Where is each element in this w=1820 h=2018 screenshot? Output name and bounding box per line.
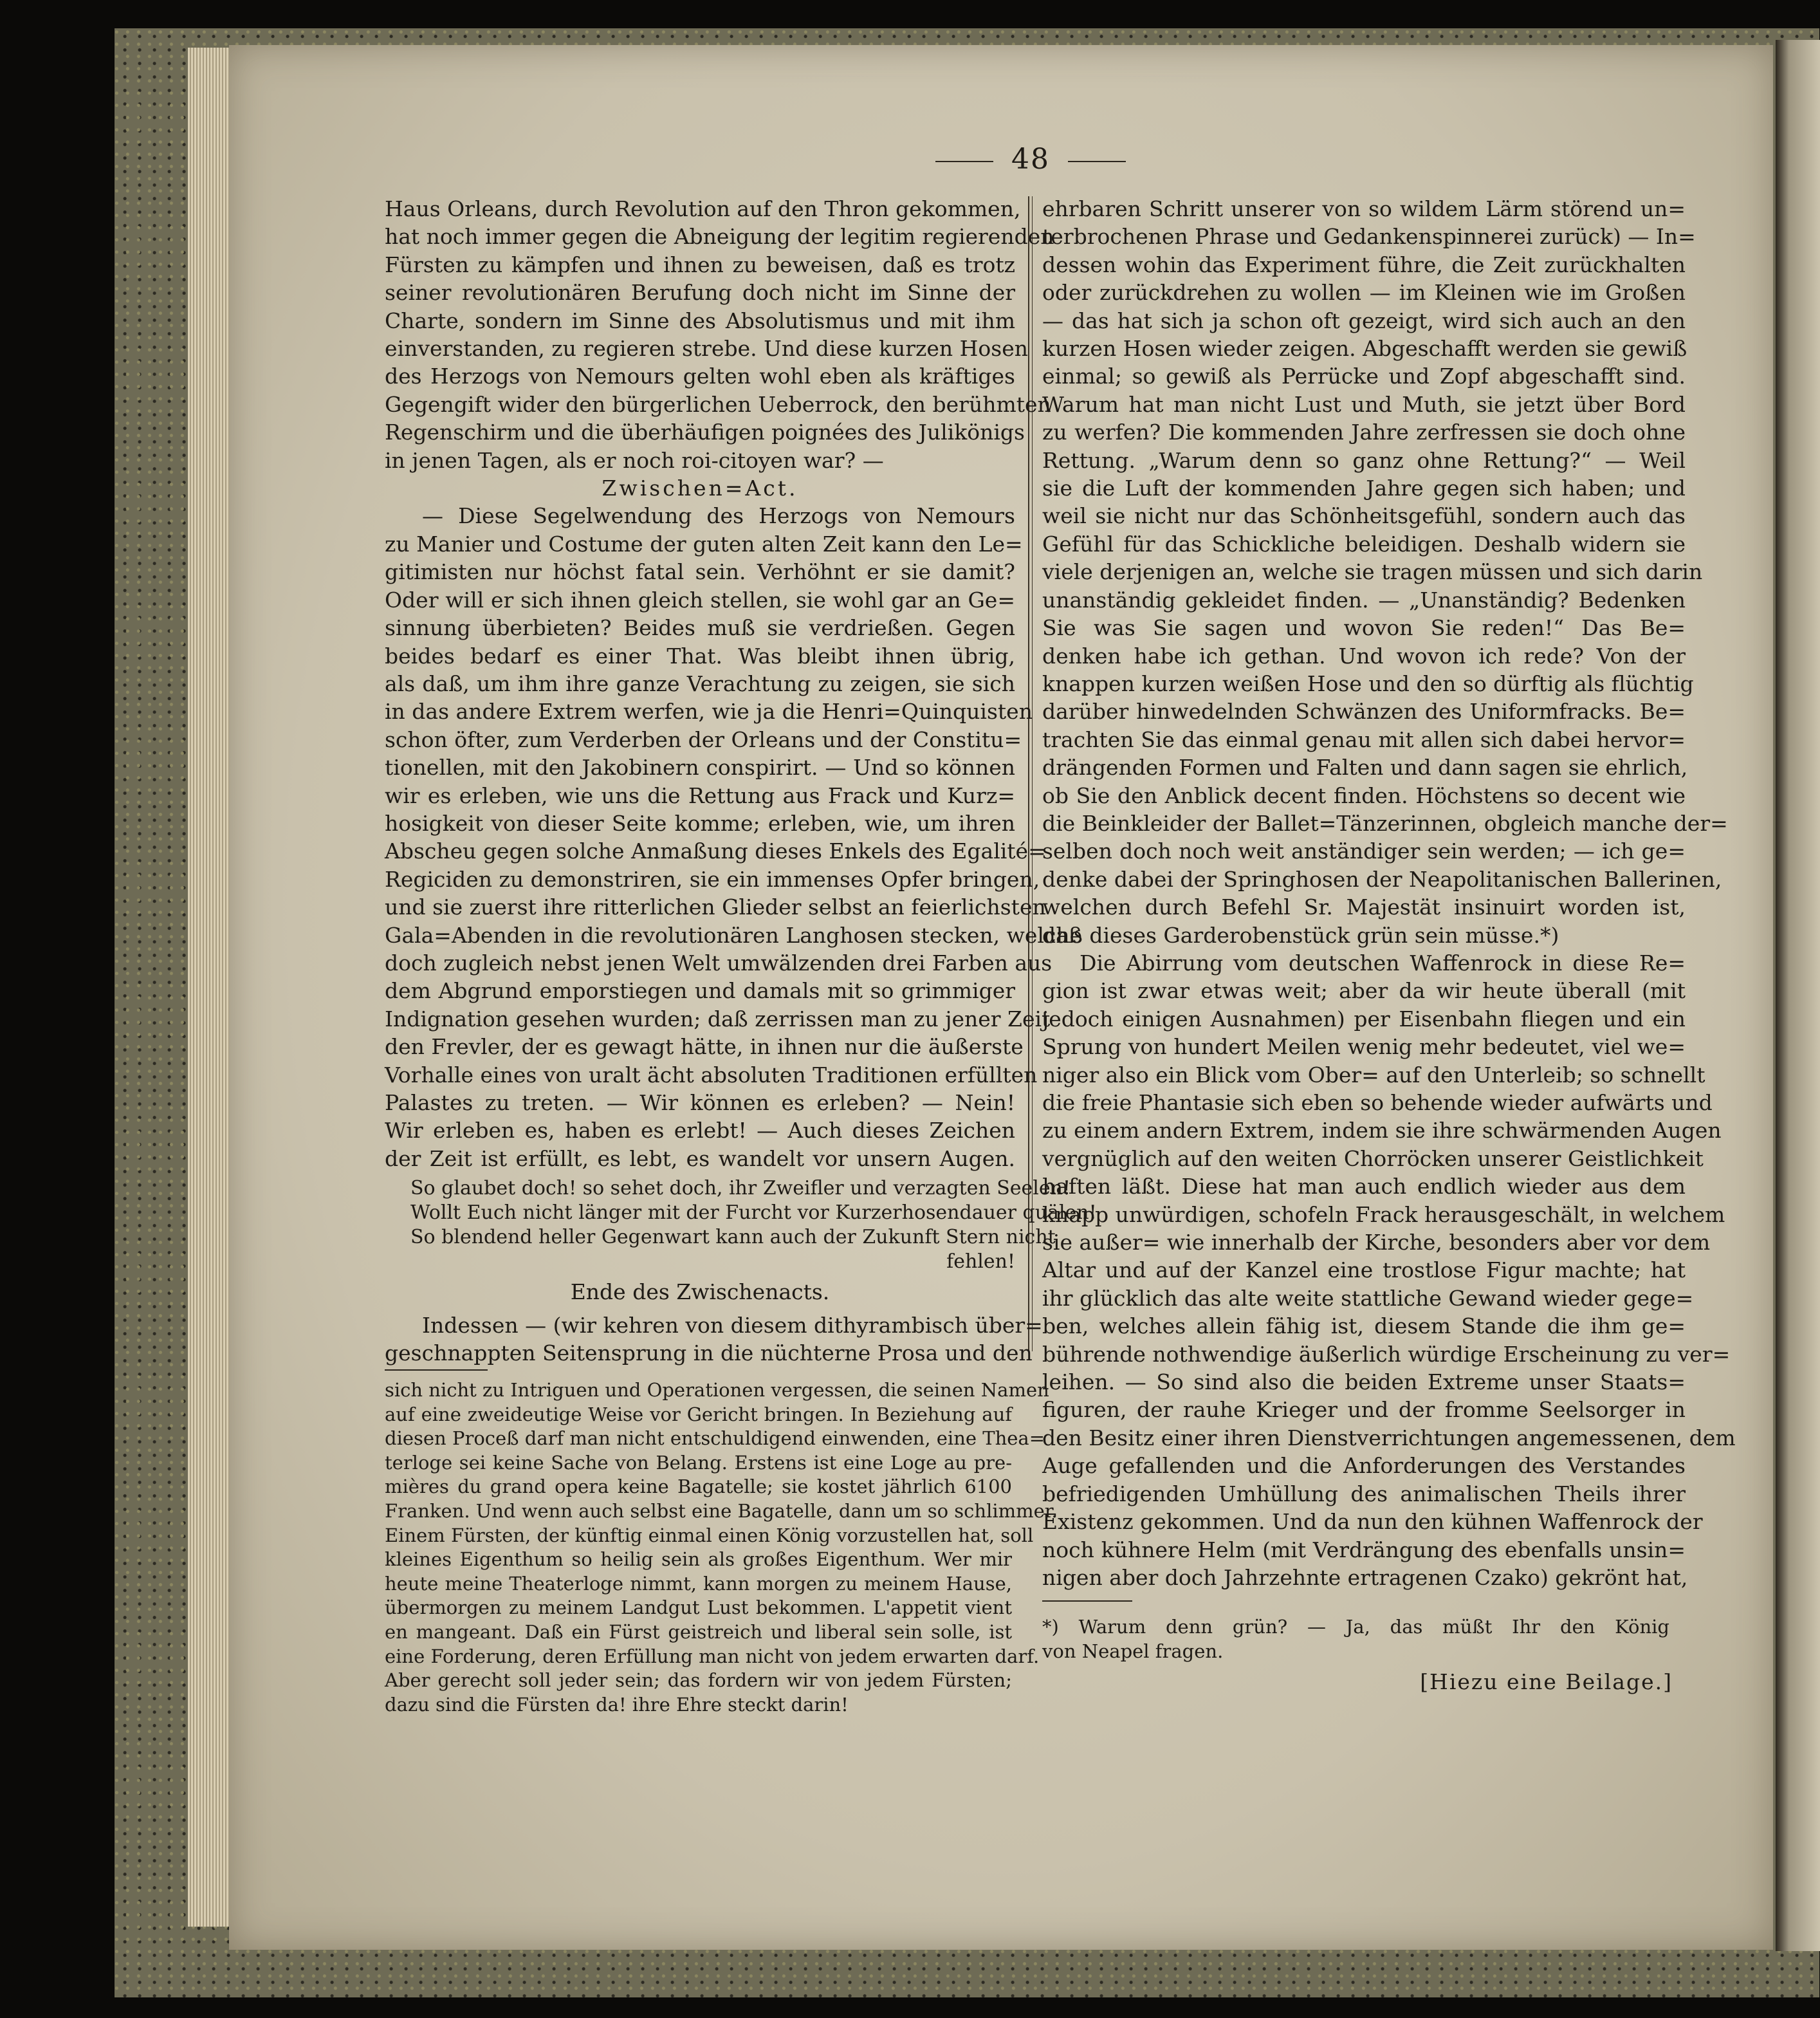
text-line: Auge gefallenden und die Anforderungen des Verstandes — [1042, 1453, 1686, 1479]
heading-zwischenact: Zwischen=Act. — [602, 476, 798, 501]
right-paragraph-1 — [1042, 195, 1728, 949]
text-line: Gala=Abenden in die revolutionären Langhosen stecken, welche — [385, 922, 1083, 948]
heading-ende-des-zwischenacts: Ende des Zwischenacts. — [570, 1279, 830, 1305]
text-line: unanständig gekleidet finden. — „Unanständig? Bedenken — [1042, 587, 1686, 613]
text-line: der Zeit ist erfüllt, es lebt, es wandelt vor unsern Augen. — [385, 1145, 1015, 1171]
text-line: Oder will er sich ihnen gleich stellen, sie wohl gar an Ge= — [385, 587, 1015, 613]
text-line: — das hat sich ja schon oft gezeigt, wird sich auch an den — [1042, 308, 1686, 333]
text-line: gion ist zwar etwas weit; aber da wir heute überall (mit — [1042, 978, 1686, 1004]
footnote-line: von Neapel fragen. — [1042, 1640, 1224, 1662]
text-line: knappen kurzen weißen Hose und den so dürftig als flüchtig — [1042, 671, 1694, 696]
text-line: knapp unwürdigen, schofeln Frack herausgeschält, in welchem — [1042, 1201, 1725, 1227]
text-line: viele derjenigen an, welche sie tragen müssen und sich darin — [1042, 559, 1703, 585]
text-line: Regenschirm und die überhäufigen poignées des Julikönigs — [385, 420, 1025, 445]
text-line: des Herzogs von Nemours gelten wohl eben als kräftiges — [385, 364, 1015, 389]
text-line: noch kühnere Helm (mit Verdrängung des ebenfalls unsin= — [1042, 1537, 1686, 1562]
text-line: die freie Phantasie sich eben so behende wieder aufwärts und — [1042, 1090, 1713, 1115]
text-line: bührende nothwendige äußerlich würdige Erscheinung zu ver= — [1042, 1341, 1731, 1367]
text-line: Abscheu gegen solche Anmaßung dieses Enkels des Egalité= — [385, 838, 1046, 864]
footnote-line: Franken. Und wenn auch selbst eine Bagatelle, dann um so schlimmer. — [385, 1499, 1058, 1522]
text-line: Gegengift wider den bürgerlichen Ueberrock, den berühmten — [385, 391, 1051, 417]
text-line: Charte, sondern im Sinne des Absolutismus und mit ihm — [385, 308, 1015, 333]
text-line: Warum hat man nicht Lust und Muth, sie jetzt über Bord — [1042, 391, 1686, 417]
text-line: Altar und auf der Kanzel eine trostlose Figur machte; hat — [1042, 1257, 1686, 1283]
footnote-rule-left — [385, 1369, 488, 1371]
text-line: Palastes zu treten. — Wir können es erleben? — Nein! — [385, 1090, 1015, 1115]
text-line: vergnüglich auf den weiten Chorröcken unserer Geistlichkeit — [1042, 1145, 1704, 1171]
poem-line: Wollt Euch nicht länger mit der Furcht vor Kurzerhosendauer quälen! — [410, 1201, 1097, 1225]
text-line: seiner revolutionären Berufung doch nicht im Sinne der — [385, 280, 1015, 306]
text-line: Regiciden zu demonstriren, sie ein immenses Opfer bringen, — [385, 866, 1040, 892]
text-line: ob Sie den Anblick decent finden. Höchstens so decent wie — [1042, 782, 1686, 808]
text-line: und sie zuerst ihre ritterlichen Glieder selbst an feierlichsten — [385, 894, 1046, 920]
left-paragraph-1 — [385, 195, 1054, 474]
text-line: den Besitz einer ihren Dienstverrichtungen angemessenen, dem — [1042, 1425, 1736, 1450]
footnote-line: en mangeant. Daß ein Fürst geistreich und liberal sein solle, ist — [385, 1620, 1012, 1643]
text-line: leihen. — So sind also die beiden Extreme unser Staats= — [1042, 1369, 1686, 1395]
text-line: in jenen Tagen, als er noch roi-citoyen war? — — [385, 447, 884, 473]
left-paragraph-2 — [385, 502, 1083, 1172]
footnote-line: eine Forderung, deren Erfüllung man nicht von jedem erwarten darf. — [385, 1645, 1040, 1667]
footnote-line: terloge sei keine Sache von Belang. Erstens ist eine Loge au pre- — [385, 1451, 1012, 1474]
text-line: als daß, um ihm ihre ganze Verachtung zu zeigen, sie sich — [385, 671, 1015, 696]
text-line: einmal; so gewiß als Perrücke und Zopf abgeschafft sind. — [1042, 364, 1686, 389]
text-line: welchen durch Befehl Sr. Majestät insinuirt worden ist, — [1042, 894, 1686, 920]
text-line: zu werfen? Die kommenden Jahre zerfressen sie doch ohne — [1042, 420, 1686, 445]
text-line: zu einem andern Extrem, indem sie ihre schwärmenden Augen — [1042, 1118, 1722, 1143]
text-line: terbrochenen Phrase und Gedankenspinnerei zurück) — In= — [1042, 224, 1696, 250]
footnote-line: heute meine Theaterloge nimmt, kann morgen zu meinem Hause, — [385, 1572, 1012, 1595]
facing-page-edge — [1776, 40, 1820, 1951]
footnote-line: übermorgen zu meinem Landgut Lust bekommen. L'appetit vient — [385, 1597, 1012, 1619]
text-line: in das andere Extrem werfen, wie ja die Henri=Quinquisten — [385, 699, 1033, 725]
left-column — [385, 195, 1097, 1367]
text-line: niger also ein Blick vom Ober= auf den Unterleib; so schnellt — [1042, 1062, 1705, 1088]
text-line: dessen wohin das Experiment führe, die Zeit zurückhalten — [1042, 252, 1686, 277]
text-line: kurzen Hosen wieder zeigen. Abgeschafft werden sie gewiß — [1042, 336, 1687, 362]
text-line: hosigkeit von dieser Seite komme; erleben, wie, um ihren — [385, 810, 1015, 836]
text-line: zu Manier und Costume der guten alten Zeit kann den Le= — [385, 531, 1023, 557]
footnote-line: auf eine zweideutige Weise vor Gericht bringen. In Beziehung auf — [385, 1403, 1012, 1425]
text-line: sie die Luft der kommenden Jahre gegen sich haben; und — [1042, 476, 1686, 501]
footnote-line: *) Warum denn grün? — Ja, das müßt Ihr den König — [1042, 1616, 1669, 1638]
text-line: ehrbaren Schritt unserer von so wildem Lärm störend un= — [1042, 196, 1686, 221]
footnote-line: sich nicht zu Intriguen und Operationen vergessen, die seinen Namen — [385, 1379, 1049, 1401]
text-line: Wir erleben es, haben es erlebt! — Auch dieses Zeichen — [385, 1118, 1015, 1143]
poem-line: fehlen! — [946, 1250, 1015, 1273]
text-line: oder zurückdrehen zu wollen — im Kleinen wie im Großen — [1042, 280, 1686, 306]
text-line: doch zugleich nebst jenen Welt umwälzenden drei Farben aus — [385, 950, 1052, 976]
footnote-right — [1042, 1615, 1669, 1663]
page-number-value: 48 — [1011, 143, 1050, 176]
text-line: tionellen, mit den Jakobinern conspirirt. — Und so können — [385, 755, 1015, 781]
text-line: befriedigenden Umhüllung des animalischen Theils ihrer — [1042, 1481, 1686, 1506]
text-line: dem Abgrund emporstiegen und damals mit so grimmiger — [385, 978, 1015, 1004]
text-line: Fürsten zu kämpfen und ihnen zu beweisen, daß es trotz — [385, 252, 1015, 277]
text-line: sie außer= wie innerhalb der Kirche, besonders aber vor dem — [1042, 1230, 1711, 1255]
poem-line: So glaubet doch! so sehet doch, ihr Zweifler und verzagten Seelen! — [410, 1177, 1071, 1200]
text-line: selben doch noch weit anständiger sein werden; — ich ge= — [1042, 838, 1686, 864]
footnote-rule-right — [1042, 1600, 1132, 1602]
text-line: Haus Orleans, durch Revolution auf den Thron gekommen, — [385, 196, 1021, 221]
right-paragraph-2 — [1042, 949, 1736, 1591]
text-line: Rettung. „Warum denn so ganz ohne Rettung?“ — Weil — [1042, 447, 1686, 473]
text-line: Indignation gesehen wurden; daß zerrissen man zu jener Zeit — [385, 1006, 1051, 1032]
text-line: geschnappten Seitensprung in die nüchterne Prosa und den — [385, 1340, 1033, 1366]
supplement-notice: [Hiezu eine Beilage.] — [1420, 1669, 1673, 1694]
footnote-line: Einem Fürsten, der künftig einmal einen König vorzustellen hat, soll — [385, 1524, 1034, 1546]
footnote-line: diesen Proceß darf man nicht entschuldigend einwenden, eine Thea= — [385, 1427, 1045, 1450]
poem-stanza — [385, 1176, 1097, 1274]
text-line: beides bedarf es einer That. Was bleibt ihnen übrig, — [385, 643, 1015, 669]
footnote-left — [385, 1378, 1058, 1717]
text-line: sinnung überbieten? Beides muß sie verdrießen. Gegen — [385, 615, 1015, 641]
text-line: Vorhalle eines von uralt ächt absoluten Traditionen erfüllten — [385, 1062, 1038, 1088]
text-line: Sprung von hundert Meilen wenig mehr bedeutet, viel we= — [1042, 1034, 1686, 1060]
footnote-line: kleines Eigenthum so heilig sein als großes Eigenthum. Wer mir — [385, 1548, 1012, 1571]
text-line: ben, welches allein fähig ist, diesem Stande die ihm ge= — [1042, 1313, 1686, 1339]
page-number-dash-left — [935, 161, 993, 162]
text-line: darüber hinwedelnden Schwänzen des Uniformfracks. Be= — [1042, 699, 1686, 725]
text-line: denken habe ich gethan. Und wovon ich rede? Von der — [1042, 643, 1686, 669]
text-line: nigen aber doch Jahrzehnte ertragenen Czako) gekrönt hat, — [1042, 1564, 1688, 1590]
text-line: Sie was Sie sagen und wovon Sie reden!“ Das Be= — [1042, 615, 1686, 641]
text-line: Indessen — (wir kehren von diesem dithyrambisch über= — [422, 1312, 1043, 1338]
footnote-line: Aber gerecht soll jeder sein; das fordern wir von jedem Fürsten; — [385, 1669, 1012, 1692]
text-line: haften läßt. Diese hat man auch endlich wieder aus dem — [1042, 1174, 1686, 1199]
footnote-line: mières du grand opera keine Bagatelle; sie kostet jährlich 6100 — [385, 1476, 1012, 1498]
text-line: Existenz gekommen. Und da nun den kühnen Waffenrock der — [1042, 1509, 1703, 1535]
text-line: wir es erleben, wie uns die Rettung aus Frack und Kurz= — [385, 782, 1015, 808]
page-number-dash-right — [1068, 161, 1126, 162]
text-line: schon öfter, zum Verderben der Orleans und der Constitu= — [385, 727, 1022, 752]
text-line: trachten Sie das einmal genau mit allen sich dabei hervor= — [1042, 727, 1686, 752]
text-line: weil sie nicht nur das Schönheitsgefühl, sondern auch das — [1042, 503, 1686, 529]
text-line: jedoch einigen Ausnahmen) per Eisenbahn fliegen und ein — [1042, 1006, 1686, 1032]
poem-line: So blendend heller Gegenwart kann auch der Zukunft Stern nicht — [410, 1226, 1056, 1249]
text-line: daß dieses Garderobenstück grün sein müsse.*) — [1042, 922, 1559, 948]
footnote-line: dazu sind die Fürsten da! ihre Ehre steckt darin! — [385, 1693, 849, 1716]
text-line: den Frevler, der es gewagt hätte, in ihnen nur die äußerste — [385, 1034, 1024, 1060]
text-line: einverstanden, zu regieren strebe. Und diese kurzen Hosen — [385, 336, 1029, 362]
right-column — [1042, 195, 1736, 1591]
text-line: die Beinkleider der Ballet=Tänzerinnen, obgleich manche der= — [1042, 810, 1728, 836]
text-line: denke dabei der Springhosen der Neapolitanischen Ballerinen, — [1042, 866, 1722, 892]
left-paragraph-3 — [385, 1311, 1043, 1367]
text-line: — Diese Segelwendung des Herzogs von Nemours — [422, 503, 1015, 529]
text-line: ihr glücklich das alte weite stattliche Gewand wieder gege= — [1042, 1285, 1694, 1311]
text-line: Die Abirrung vom deutschen Waffenrock in diese Re= — [1080, 950, 1686, 976]
text-line: gitimisten nur höchst fatal sein. Verhöhnt er sie damit? — [385, 559, 1015, 585]
text-line: hat noch immer gegen die Abneigung der legitim regierenden — [385, 224, 1054, 250]
text-line: figuren, der rauhe Krieger und der fromme Seelsorger in — [1042, 1397, 1686, 1423]
text-line: drängenden Formen und Falten und dann sagen sie ehrlich, — [1042, 755, 1688, 781]
text-line: Gefühl für das Schickliche beleidigen. Deshalb widern sie — [1042, 531, 1686, 557]
page-number — [908, 143, 1153, 176]
